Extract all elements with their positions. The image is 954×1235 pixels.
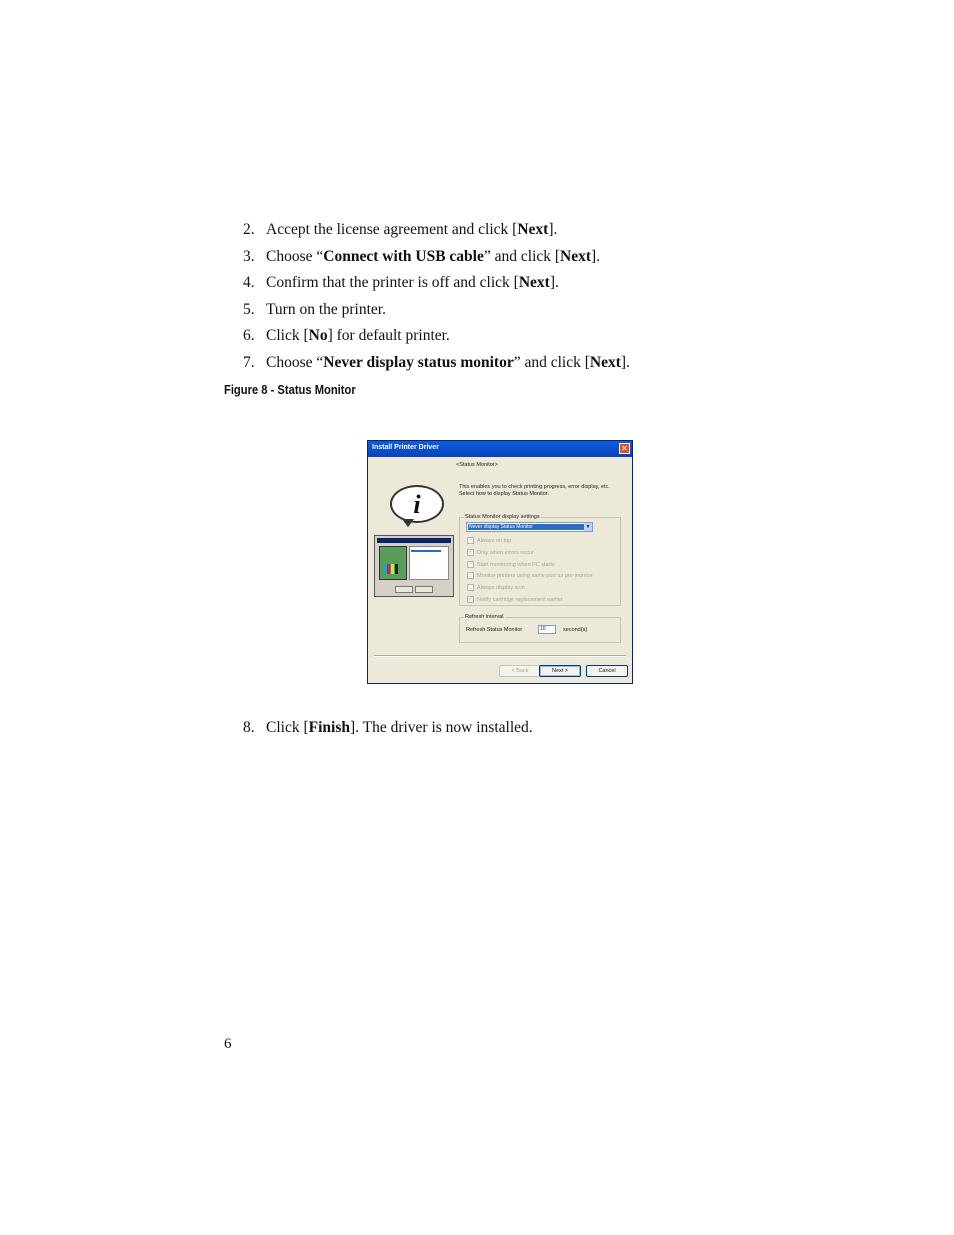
option-checkbox[interactable]: Monitor printers using same port as pre-monitor <box>467 572 593 579</box>
dialog-description: This enables you to check printing progress, error display, etc. <box>459 484 610 490</box>
checkmark-icon: ✓ <box>468 549 473 555</box>
checkbox-icon <box>467 584 474 591</box>
checkmark-icon: ✓ <box>468 596 473 602</box>
refresh-unit: second(s) <box>563 627 588 633</box>
display-mode-select[interactable] <box>466 522 593 532</box>
info-bubble-icon <box>390 485 444 523</box>
dialog-description: Select how to display Status Monitor. <box>459 491 549 497</box>
instruction-step: 6. Click [No] for default printer. <box>243 327 450 344</box>
close-icon[interactable]: ✕ <box>619 443 630 454</box>
status-monitor-preview-image <box>374 535 454 597</box>
info-bubble-tail <box>402 519 414 527</box>
page-number: 6 <box>224 1036 232 1052</box>
figure-caption: Figure 8 - Status Monitor <box>224 382 356 397</box>
option-checkbox[interactable]: Start monitoring when PC starts <box>467 561 555 568</box>
display-mode-selected: Never display Status Monitor <box>468 524 585 530</box>
chevron-down-icon[interactable]: ▼ <box>585 524 591 530</box>
dialog-title: Install Printer Driver <box>372 444 439 451</box>
next-button[interactable]: Next > <box>539 665 581 677</box>
option-checkbox[interactable]: ✓ Notify cartridge replacement earlier <box>468 596 563 603</box>
instruction-step: 4. Confirm that the printer is off and click [Next]. <box>243 274 559 291</box>
dialog-titlebar <box>368 441 632 457</box>
refresh-interval-stepper[interactable]: 10 <box>538 625 556 634</box>
checkbox-icon <box>467 561 474 568</box>
instruction-step: 5. Turn on the printer. <box>243 301 386 318</box>
instruction-step: 8. Click [Finish]. The driver is now installed. <box>243 719 533 736</box>
checkbox-icon <box>467 572 474 579</box>
info-glyph: i <box>413 490 421 519</box>
checkbox-icon <box>467 537 474 544</box>
refresh-interval-label: Refresh interval <box>465 614 504 620</box>
instruction-step: 2. Accept the license agreement and click [Next]. <box>243 221 558 238</box>
instruction-step: 7. Choose “Never display status monitor” and click [Next]. <box>243 354 630 371</box>
dialog-heading: <Status Monitor> <box>456 462 498 468</box>
refresh-label: Refresh Status Monitor <box>466 627 523 633</box>
display-settings-label: Status Monitor display settings <box>465 514 540 520</box>
option-checkbox[interactable]: Always on top <box>467 537 511 544</box>
install-printer-driver-dialog <box>367 440 633 684</box>
instruction-step: 3. Choose “Connect with USB cable” and click [Next]. <box>243 248 601 265</box>
option-checkbox[interactable]: Always display icon <box>467 584 525 591</box>
back-button[interactable]: < Back <box>499 665 541 677</box>
option-checkbox[interactable]: ✓ Only when errors occur <box>468 549 534 556</box>
cancel-button[interactable]: Cancel <box>586 665 628 677</box>
divider <box>374 655 626 657</box>
